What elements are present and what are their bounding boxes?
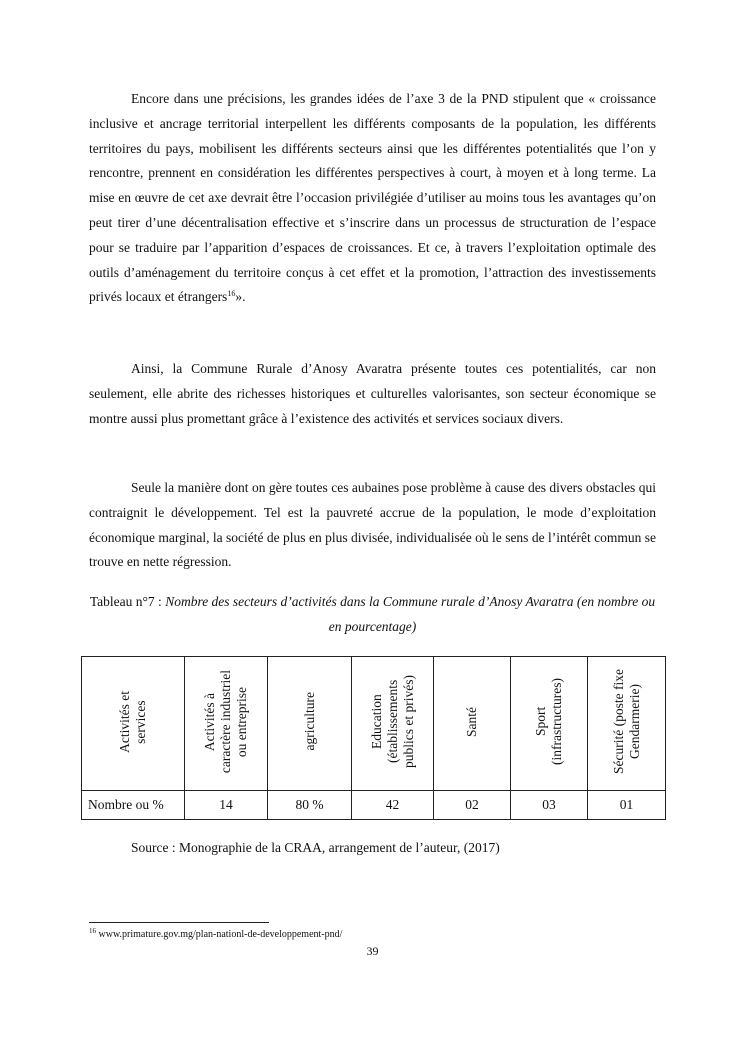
header-sport: Sport (infrastructures) (533, 678, 564, 765)
header-cell (268, 657, 352, 791)
header-cell (185, 657, 268, 791)
value-industriel: 14 (185, 791, 268, 820)
value-agriculture: 80 % (268, 791, 352, 820)
paragraph-commune: Ainsi, la Commune Rurale d’Anosy Avaratra présente toutes ces potentialités, car non seulement, elle abrite des richesses historiques et culturelles valorisantes, son secteur économique se montre aussi plus promettant grâce à l’existence des activités et services sociaux divers. (89, 361, 656, 426)
footnote-ref-16[interactable]: 16 (227, 289, 236, 299)
table-source: Source : Monographie de la CRAA, arrangement de l’auteur, (2017) (131, 840, 500, 855)
header-agriculture: agriculture (301, 692, 317, 751)
paragraph-obstacles: Seule la manière dont on gère toutes ces aubaines pose problème à cause des divers obstacles qui contraignit le développement. Tel est la pauvreté accrue de la population, le mode d’exploitation économique marginal, la société de plus en plus divisée, individualisée où le sens de l’intérêt commun se trouve en nette régression. (89, 480, 656, 570)
sectors-table (81, 656, 666, 820)
header-cell (352, 657, 434, 791)
header-activites-services: Activités et services (117, 690, 148, 753)
footnote-number: 16 (89, 927, 96, 935)
header-cell (588, 657, 666, 791)
page-number: 39 (366, 944, 379, 958)
header-cell (434, 657, 511, 791)
value-securite: 01 (588, 791, 666, 820)
table-caption-label: Tableau n°7 : (89, 594, 166, 609)
footnote (89, 929, 342, 940)
header-education: Education (établissements publics et privés) (368, 675, 416, 768)
footnote-divider (89, 922, 269, 923)
table-header-row (82, 657, 666, 791)
header-cell (82, 657, 185, 791)
table-caption (89, 589, 656, 639)
paragraph-axe3-text: Encore dans une précisions, les grandes idées de l’axe 3 de la PND stipulent que « croissance inclusive et ancrage territorial interpellent les différents composants de la population, les différents territoires du pays, mobilisent les différents secteurs ainsi que les différentes potentialités que l’on y rencontre, prennent en considération les différentes perspectives à court, à moyen et à long terme. La mise en œuvre de cet axe devrait être l’occasion privilégiée d’utiliser au moins tous les avantages qu’on peut tirer d’une décentralisation effective et s’inscrire dans un processus de structuration de l’espace pour se traduire par l’apparition d’espaces de croissances. Et ce, à travers l’exploitation optimale des outils d’aménagement du territoire conçus à cet effet et la promotion, l’attraction des investissements privés locaux et étrangers (89, 91, 656, 305)
header-securite: Sécurité (poste fixe Gendarmerie) (610, 669, 642, 774)
table-caption-title: Nombre des secteurs d’activités dans la Commune rurale d’Anosy Avaratra (en nombre ou en pourcentage) (165, 594, 656, 634)
footnote-link[interactable]: www.primature.gov.mg/plan-nationl-de-developpement-pnd/ (96, 929, 343, 940)
header-industriel: Activités à caractère industriel ou entreprise (202, 669, 249, 774)
paragraph-axe3-end: ». (235, 289, 246, 305)
value-sport: 03 (511, 791, 588, 820)
value-sante: 02 (434, 791, 511, 820)
value-education: 42 (352, 791, 434, 820)
paragraph-axe3 (89, 87, 656, 310)
header-sante: Santé (464, 706, 479, 737)
table-row (82, 791, 666, 820)
row-label: Nombre ou % (82, 791, 185, 820)
header-cell (511, 657, 588, 791)
